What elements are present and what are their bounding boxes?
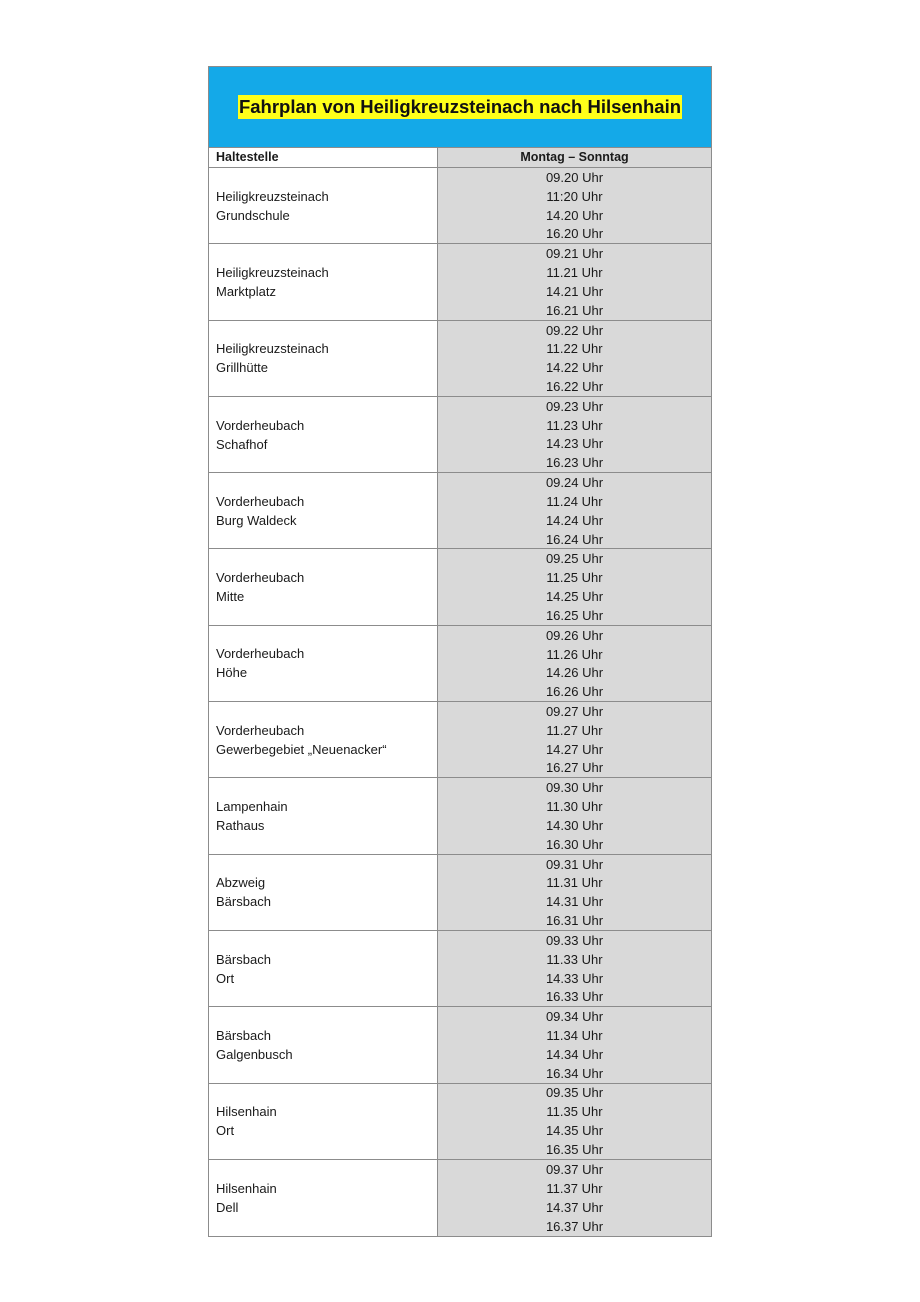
- departure-time: 14.21 Uhr: [545, 283, 604, 299]
- departure-time: 09.22 Uhr: [545, 322, 604, 338]
- stop-location: Burg Waldeck: [216, 512, 297, 528]
- departure-time: 14.30 Uhr: [545, 817, 604, 833]
- departure-time: 11.30 Uhr: [546, 799, 603, 815]
- stop-location: Galgenbusch: [216, 1046, 293, 1062]
- timetable: [208, 66, 712, 1237]
- departure-time: 09.20 Uhr: [545, 169, 604, 185]
- table-row: [209, 931, 711, 1007]
- stop-town: Hilsenhain: [216, 1181, 277, 1196]
- stop-town: Bärsbach: [216, 951, 271, 967]
- stop-town: Vorderheubach: [216, 722, 305, 738]
- departure-time: 09.30 Uhr: [545, 780, 604, 796]
- title-bar: [209, 67, 711, 148]
- stop-location: Dell: [216, 1200, 239, 1215]
- departure-time: 14.20 Uhr: [545, 207, 604, 223]
- table-row: [209, 473, 711, 549]
- stop-location: Grillhütte: [216, 360, 269, 376]
- stop-name-cell: [209, 1160, 438, 1236]
- departure-time: 16.23 Uhr: [545, 455, 604, 471]
- stop-name-cell: [209, 549, 438, 624]
- stop-name-cell: [209, 473, 438, 548]
- departure-time: 09.27 Uhr: [545, 703, 604, 719]
- departure-times-cell: [438, 855, 711, 930]
- stop-town: Vorderheubach: [216, 646, 305, 662]
- stop-town: Heiligkreuzsteinach: [216, 341, 329, 357]
- stop-location: Höhe: [216, 665, 248, 681]
- table-row: [209, 244, 711, 320]
- departure-time: 16.31 Uhr: [545, 913, 604, 929]
- stop-town: Lampenhain: [216, 799, 288, 815]
- departure-times-cell: [438, 626, 711, 701]
- stop-name-cell: [209, 244, 438, 319]
- departure-times-cell: [438, 1084, 711, 1159]
- stop-name-cell: [209, 778, 438, 853]
- departure-time: 11.33 Uhr: [546, 951, 603, 967]
- stop-town: Hilsenhain: [216, 1104, 277, 1120]
- departure-time: 11.22 Uhr: [546, 341, 603, 357]
- departure-times-cell: [438, 244, 711, 319]
- departure-time: 09.25 Uhr: [545, 551, 604, 567]
- departure-time: 09.23 Uhr: [545, 398, 604, 414]
- stop-location: Marktplatz: [216, 283, 276, 299]
- departure-time: 14.37 Uhr: [545, 1200, 604, 1216]
- table-row: [209, 702, 711, 778]
- departure-time: 16.24 Uhr: [545, 531, 604, 547]
- departure-time: 11.35 Uhr: [546, 1104, 603, 1120]
- departure-times-cell: [438, 321, 711, 396]
- stop-town: Vorderheubach: [216, 417, 305, 433]
- column-header-days: Montag – Sonntag: [438, 148, 711, 167]
- stop-location: Ort: [216, 1123, 235, 1139]
- departure-time: 14.22 Uhr: [545, 360, 604, 376]
- departure-times-cell: [438, 778, 711, 853]
- departure-time: 11.34 Uhr: [546, 1027, 603, 1043]
- departure-time: 14.23 Uhr: [545, 436, 604, 452]
- departure-time: 09.35 Uhr: [545, 1085, 604, 1101]
- column-header-stop: Haltestelle: [209, 148, 438, 167]
- departure-time: 16.26 Uhr: [545, 684, 604, 700]
- departure-time: 14.25 Uhr: [545, 589, 604, 605]
- departure-time: 16.27 Uhr: [545, 760, 604, 776]
- departure-times-cell: [438, 549, 711, 624]
- table-row: [209, 626, 711, 702]
- stop-location: Gewerbegebiet „Neuenacker“: [216, 741, 387, 757]
- departure-time: 16.33 Uhr: [545, 989, 604, 1005]
- table-row: [209, 549, 711, 625]
- departure-time: 09.24 Uhr: [545, 475, 604, 491]
- departure-time: 11.31 Uhr: [546, 875, 603, 891]
- departure-time: 16.35 Uhr: [545, 1141, 604, 1157]
- stop-location: Grundschule: [216, 207, 290, 223]
- departure-times-cell: [438, 473, 711, 548]
- departure-time: 14.34 Uhr: [545, 1046, 604, 1062]
- departure-time: 14.31 Uhr: [545, 894, 604, 910]
- timetable-title: Fahrplan von Heiligkreuzsteinach nach Hilsenhain: [238, 96, 682, 117]
- stop-town: Abzweig: [216, 875, 266, 891]
- stop-location: Bärsbach: [216, 894, 271, 910]
- table-row: [209, 321, 711, 397]
- stop-location: Rathaus: [216, 818, 265, 834]
- departure-times-cell: [438, 397, 711, 472]
- departure-times-cell: [438, 1160, 711, 1236]
- stop-town: Heiligkreuzsteinach: [216, 264, 329, 280]
- table-header: [209, 148, 711, 168]
- stop-town: Vorderheubach: [216, 493, 305, 509]
- departure-time: 11.24 Uhr: [546, 493, 603, 509]
- stop-name-cell: [209, 321, 438, 396]
- departure-time: 16.21 Uhr: [545, 302, 604, 318]
- departure-time: 09.31 Uhr: [545, 856, 604, 872]
- departure-time: 11.21 Uhr: [546, 265, 603, 281]
- departure-time: 16.22 Uhr: [545, 378, 604, 394]
- departure-time: 11.37 Uhr: [546, 1180, 603, 1196]
- departure-time: 11:20 Uhr: [546, 188, 603, 204]
- departure-time: 14.24 Uhr: [545, 512, 604, 528]
- departure-times-cell: [438, 168, 711, 243]
- departure-time: 09.34 Uhr: [545, 1009, 604, 1025]
- stop-town: Vorderheubach: [216, 570, 305, 586]
- stop-name-cell: [209, 397, 438, 472]
- departure-time: 16.34 Uhr: [545, 1065, 604, 1081]
- departure-time: 14.27 Uhr: [545, 741, 604, 757]
- table-row: [209, 778, 711, 854]
- table-row: [209, 168, 711, 244]
- stop-location: Schafhof: [216, 436, 268, 452]
- departure-time: 09.37 Uhr: [545, 1161, 604, 1177]
- departure-time: 11.27 Uhr: [546, 722, 603, 738]
- table-row: [209, 1160, 711, 1236]
- departure-time: 16.30 Uhr: [545, 836, 604, 852]
- departure-time: 16.20 Uhr: [545, 226, 604, 242]
- departure-time: 16.37 Uhr: [545, 1219, 604, 1235]
- stop-name-cell: [209, 626, 438, 701]
- departure-time: 14.33 Uhr: [545, 970, 604, 986]
- table-row: [209, 397, 711, 473]
- stop-name-cell: [209, 1084, 438, 1159]
- stop-name-cell: [209, 1007, 438, 1082]
- departure-time: 14.26 Uhr: [545, 665, 604, 681]
- stop-location: Ort: [216, 970, 235, 986]
- departure-time: 14.35 Uhr: [545, 1123, 604, 1139]
- departure-times-cell: [438, 702, 711, 777]
- table-row: [209, 855, 711, 931]
- departure-times-cell: [438, 931, 711, 1006]
- departure-time: 09.33 Uhr: [545, 932, 604, 948]
- stop-town: Bärsbach: [216, 1027, 271, 1043]
- stop-name-cell: [209, 702, 438, 777]
- stop-name-cell: [209, 931, 438, 1006]
- stop-name-cell: [209, 168, 438, 243]
- stop-town: Heiligkreuzsteinach: [216, 188, 329, 204]
- stop-name-cell: [209, 855, 438, 930]
- departure-time: 16.25 Uhr: [545, 607, 604, 623]
- table-row: [209, 1084, 711, 1160]
- departure-time: 09.26 Uhr: [545, 627, 604, 643]
- stop-list: [209, 168, 711, 1236]
- departure-time: 11.25 Uhr: [546, 570, 603, 586]
- departure-time: 11.26 Uhr: [546, 646, 603, 662]
- departure-times-cell: [438, 1007, 711, 1082]
- table-row: [209, 1007, 711, 1083]
- departure-time: 11.23 Uhr: [546, 417, 603, 433]
- departure-time: 09.21 Uhr: [545, 246, 604, 262]
- stop-location: Mitte: [216, 589, 245, 605]
